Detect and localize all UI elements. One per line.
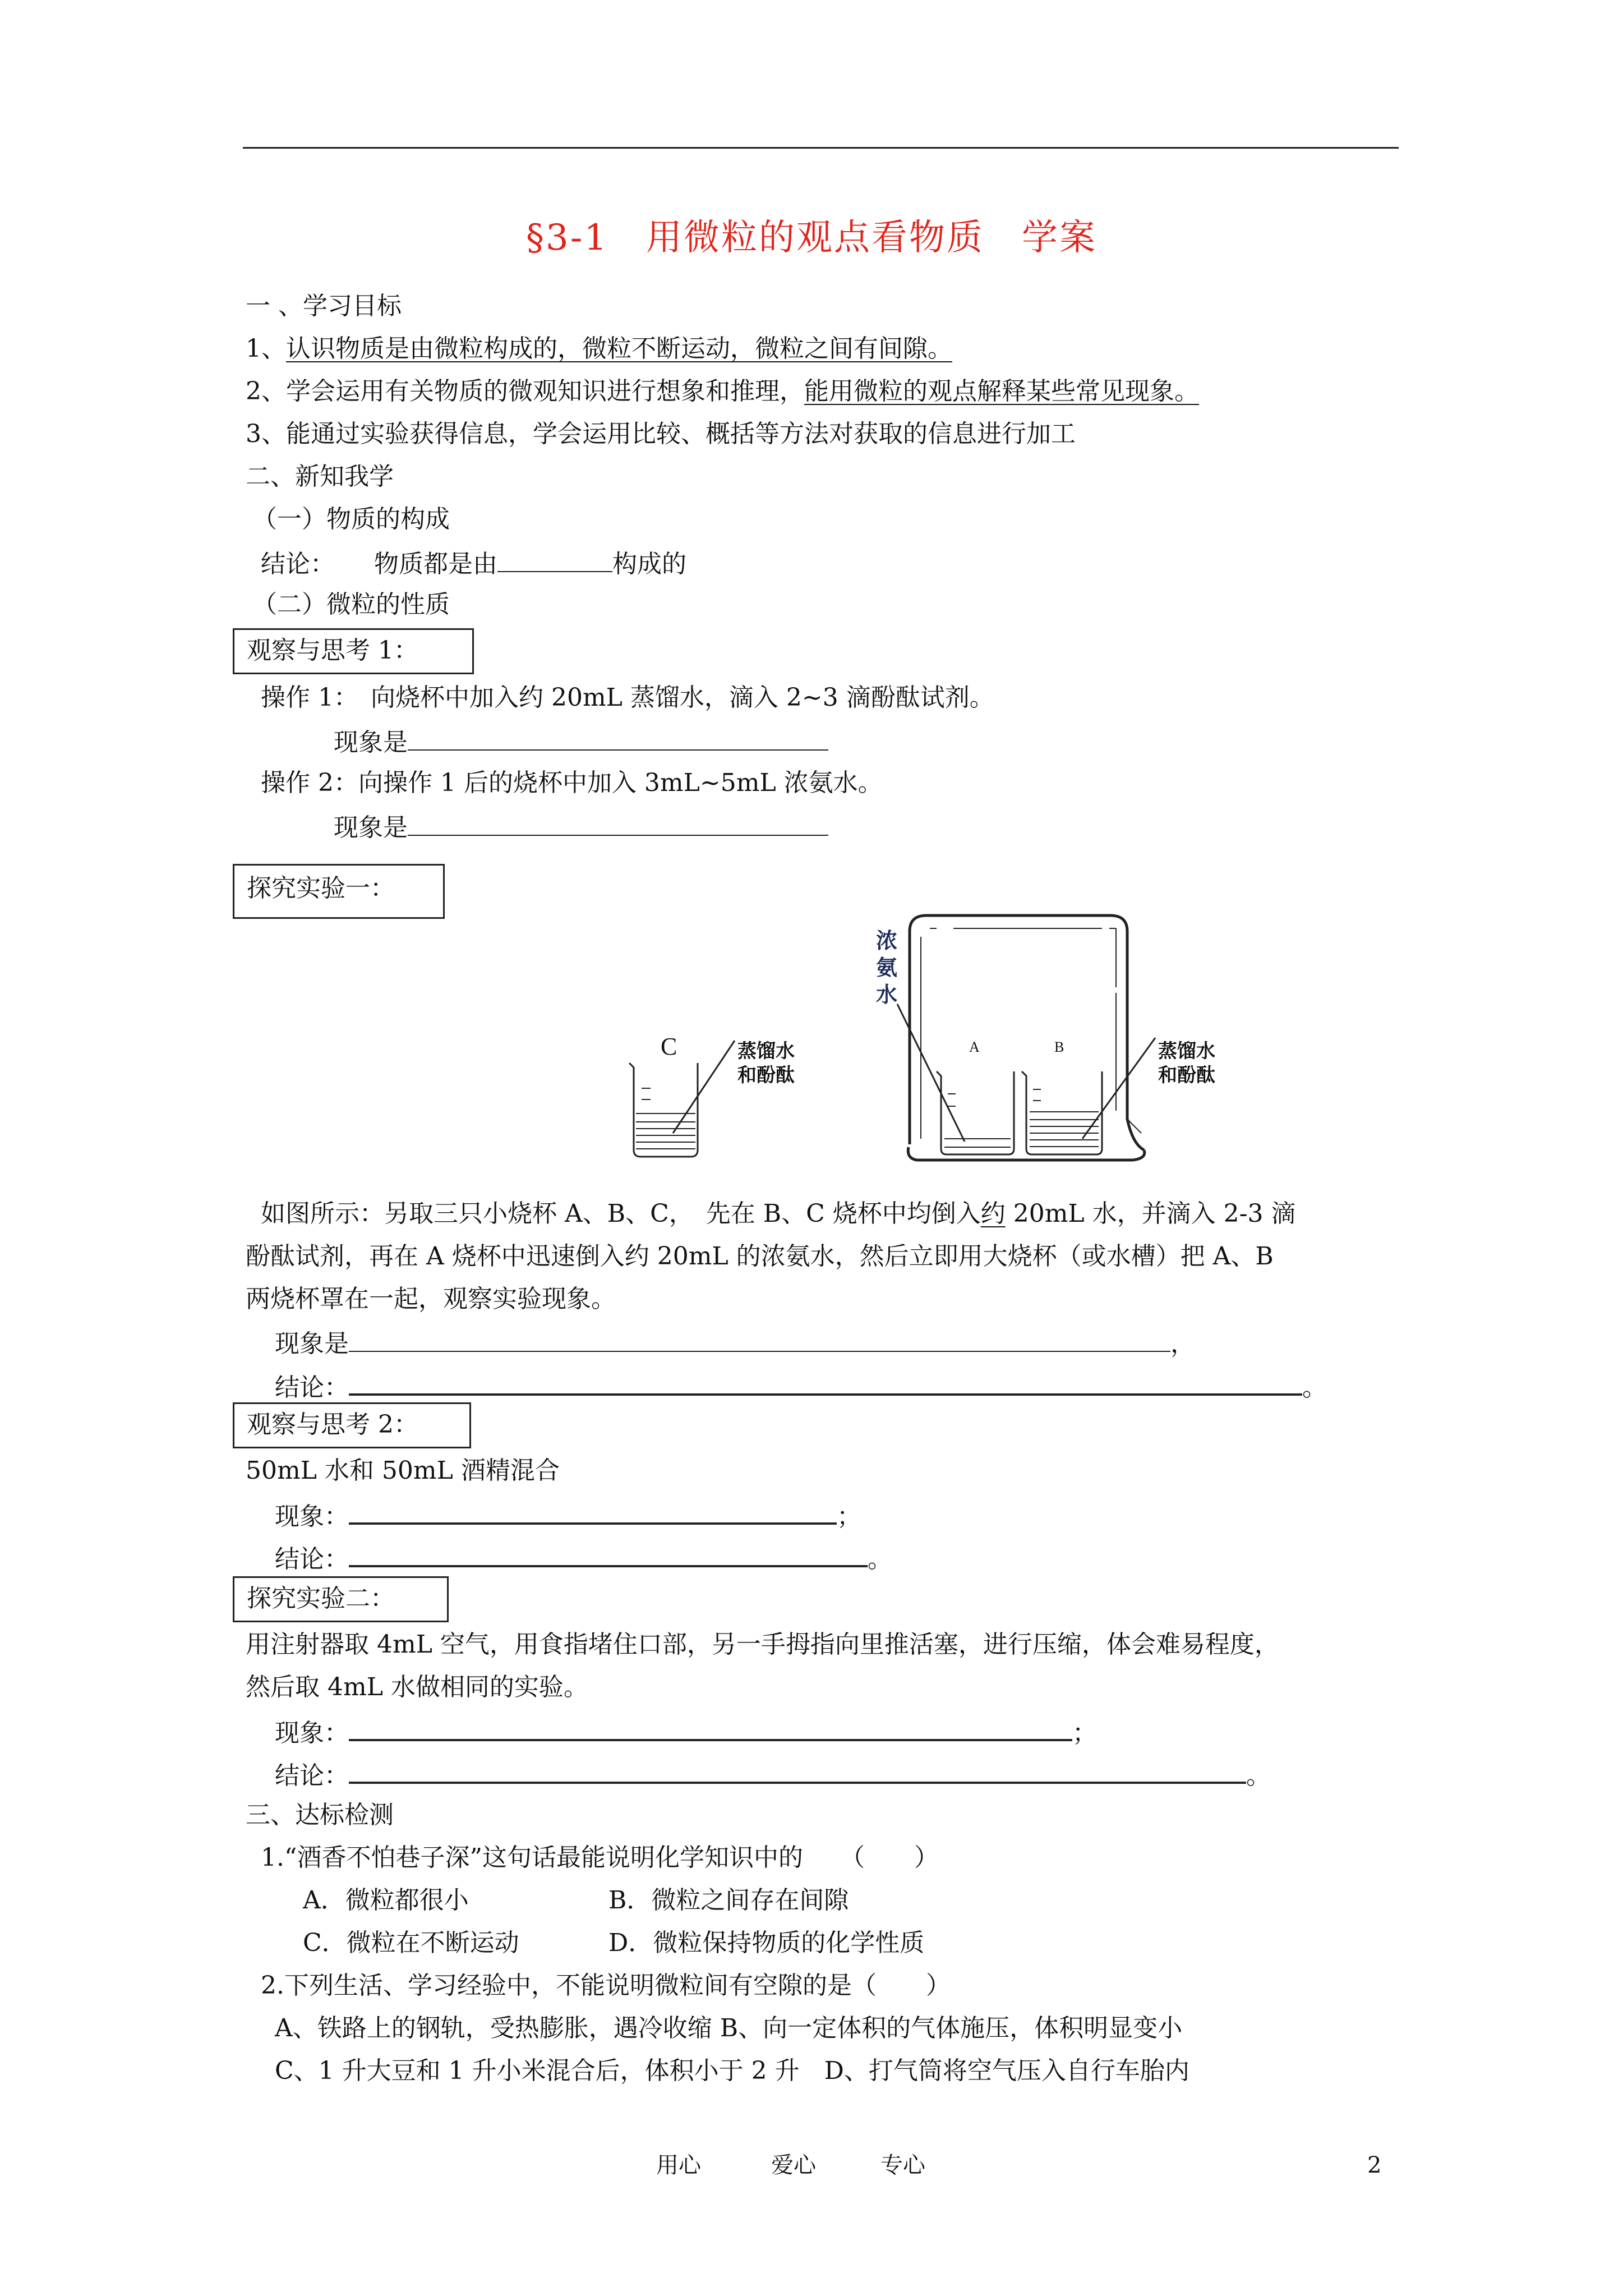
phenomenon-2-blank[interactable]	[408, 813, 828, 836]
beaker-b	[1022, 1071, 1102, 1154]
phenomenon-2-label: 现象是	[334, 813, 408, 842]
conclusion-label: 结论：	[261, 550, 335, 578]
label-water-right-2: 和酚酞	[1158, 1064, 1215, 1087]
beaker-a	[937, 1071, 1014, 1154]
goal-2	[246, 379, 1199, 404]
subsection-composition: （一）物质的构成	[252, 505, 450, 533]
experiment-1-desc-line-1	[261, 1199, 1296, 1228]
exp2-phenomenon-blank[interactable]	[349, 1718, 1072, 1741]
exp2-conclusion-label: 结论：	[275, 1761, 349, 1790]
operation-2: 操作 2：向操作 1 后的烧杯中加入 3mL~5mL 浓氨水。	[261, 769, 883, 797]
question-1-option-d: D．微粒保持物质的化学性质	[608, 1929, 925, 1957]
footer-text-1: 用心	[656, 2152, 701, 2178]
experiment-2-label: 探究实验二：	[247, 1584, 395, 1613]
goal-1	[246, 334, 952, 363]
mix-conclusion	[275, 1544, 892, 1572]
exp1-conclusion-blank[interactable]	[349, 1372, 1302, 1396]
page-title: §3-1 用微粒的观点看物质 学案	[525, 217, 1098, 259]
composition-conclusion	[261, 550, 686, 577]
label-ammonia-2: 氨	[876, 955, 898, 980]
experiment-figure	[594, 903, 1217, 1172]
pointer-line-ammonia	[897, 1004, 965, 1142]
mix-phenomenon-end: ；	[837, 1502, 861, 1531]
exp2-conclusion-blank[interactable]	[349, 1760, 1246, 1784]
phenomenon-1-blank[interactable]	[408, 728, 828, 751]
experiment-1-desc-line-2: 酚酞试剂，再在 A 烧杯中迅速倒入约 20mL 的浓氨水，然后立即用大烧杯（或水槽）把 A、B	[246, 1242, 1274, 1271]
section-heading-goals: 一 、学习目标	[246, 292, 402, 320]
experiment-2-desc-line-2: 然后取 4mL 水做相同的实验。	[246, 1673, 588, 1701]
observe-think-1-label: 观察与思考 1：	[247, 636, 418, 665]
goal-1-prefix: 1、	[246, 334, 286, 363]
footer-text-3: 专心	[880, 2152, 925, 2178]
label-a: A	[969, 1039, 980, 1055]
question-2-options-ab: A、铁路上的钢轨，受热膨胀，遇冷收缩 B、向一定体积的气体施压，体积明显变小	[275, 2014, 1183, 2042]
exp2-conclusion-end: 。	[1246, 1761, 1271, 1790]
pointer-line-c	[673, 1041, 735, 1133]
exp1-phenomenon-blank[interactable]	[349, 1329, 1170, 1352]
conclusion-post: 构成的	[612, 550, 686, 578]
mix-phenomenon-label: 现象：	[275, 1502, 349, 1531]
mix-conclusion-blank[interactable]	[349, 1544, 868, 1567]
question-2: 2.下列生活、学习经验中，不能说明微粒间有空隙的是（ ）	[261, 1971, 951, 2000]
experiment-2-desc-line-1: 用注射器取 4mL 空气，用食指堵住口部，另一手拇指向里推活塞，进行压缩，体会难易程度，	[246, 1630, 1279, 1659]
exp1-phenomenon-label: 现象是	[275, 1329, 349, 1358]
phenomenon-1-label: 现象是	[334, 728, 408, 757]
goal-1-text: 认识物质是由微粒构成的，微粒不断运动，微粒之间有间隙。	[286, 334, 952, 363]
mix-conclusion-label: 结论：	[275, 1545, 349, 1573]
operation-1: 操作 1： 向烧杯中加入约 20mL 蒸馏水，滴入 2~3 滴酚酞试剂。	[261, 683, 994, 712]
phenomenon-2	[334, 813, 828, 840]
page-number: 2	[1367, 2152, 1382, 2178]
exp1-conclusion-label: 结论：	[275, 1373, 349, 1402]
experiment-2-conclusion	[275, 1760, 1271, 1788]
goal-2-prefix: 2、学会运用有关物质的微观知识进行想象和推理，	[246, 377, 804, 406]
experiment-2-phenomenon	[275, 1718, 1097, 1746]
conclusion-pre: 物质都是由	[374, 550, 497, 578]
mix-phenomenon	[275, 1501, 861, 1529]
header-rule	[243, 147, 1399, 149]
section-heading-new: 二、新知我学	[246, 462, 394, 491]
experiment-1-desc-line-3: 两烧杯罩在一起，观察实验现象。	[246, 1285, 616, 1313]
label-water-left-2: 和酚酞	[737, 1064, 795, 1087]
label-ammonia-1: 浓	[876, 928, 898, 953]
question-2-options-cd: C、1 升大豆和 1 升小米混合后，体积小于 2 升 D、打气筒将空气压入自行车胎内	[275, 2056, 1189, 2085]
mix-phenomenon-blank[interactable]	[349, 1501, 837, 1525]
label-water-right-1: 蒸馏水	[1158, 1040, 1215, 1062]
question-1-option-c: C．微粒在不断运动	[303, 1929, 519, 1957]
exp1-line1-underlined: 约	[980, 1199, 1006, 1228]
composition-blank[interactable]	[497, 550, 612, 572]
exp1-line1-pre: 如图所示：另取三只小烧杯 A、B、C， 先在 B、C 烧杯中均倒入	[261, 1199, 981, 1228]
question-1-option-a: A．微粒都很小	[303, 1886, 469, 1915]
exp1-line1-post: 20mL 水，并滴入 2-3 滴	[1005, 1199, 1296, 1228]
footer-text-2: 爱心	[771, 2152, 816, 2178]
experiment-1-phenomenon	[275, 1329, 1195, 1356]
exp2-phenomenon-end: ；	[1072, 1719, 1097, 1747]
goal-3: 3、能通过实验获得信息，学会运用比较、概括等方法对获取的信息进行加工	[246, 420, 1076, 448]
phenomenon-1	[334, 728, 828, 755]
exp1-conclusion-end: 。	[1302, 1373, 1327, 1402]
mix-conclusion-end: 。	[868, 1545, 892, 1573]
subsection-properties: （二）微粒的性质	[252, 590, 450, 619]
goal-2-underlined: 能用微粒的观点解释某些常见现象。	[804, 377, 1199, 406]
section-heading-test: 三、达标检测	[246, 1801, 394, 1829]
exp2-phenomenon-label: 现象：	[275, 1719, 349, 1747]
exp1-phenomenon-end: ，	[1170, 1329, 1195, 1358]
label-water-left-1: 蒸馏水	[737, 1040, 795, 1062]
question-1-option-b: B．微粒之间存在间隙	[608, 1886, 849, 1915]
beaker-c	[629, 1063, 698, 1157]
pointer-line-b	[1082, 1038, 1155, 1139]
label-b: B	[1054, 1039, 1064, 1055]
label-ammonia-3: 水	[876, 982, 898, 1007]
label-c: C	[661, 1033, 677, 1060]
experiment-1-conclusion	[275, 1372, 1327, 1400]
observe-think-2-label: 观察与思考 2：	[247, 1410, 418, 1439]
question-1: 1.“酒香不怕巷子深”这句话最能说明化学知识中的 （ ）	[261, 1843, 939, 1872]
mix-experiment: 50mL 水和 50mL 酒精混合	[246, 1456, 560, 1485]
experiment-1-label: 探究实验一：	[247, 874, 395, 903]
